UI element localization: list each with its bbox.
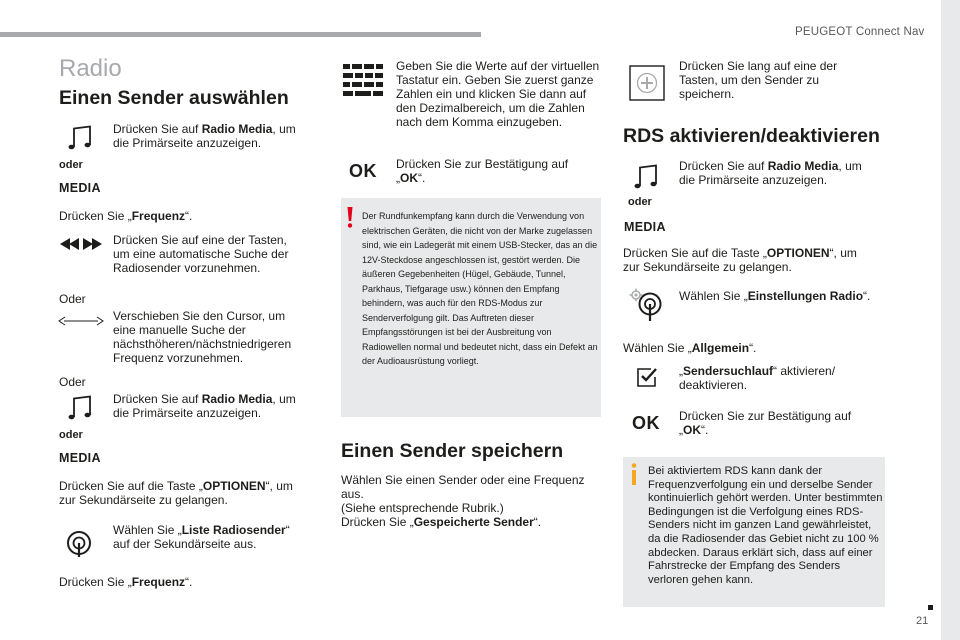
heading-rds: RDS aktivieren/deaktivieren bbox=[623, 125, 880, 147]
step-liste-radiosender: Wählen Sie „Liste Radiosender“ auf der Sekundärseite aus. bbox=[113, 523, 290, 551]
info-icon bbox=[630, 463, 638, 485]
step-frequenz-1: Drücken Sie „Frequenz“. bbox=[59, 209, 193, 223]
step-frequenz-2: Drücken Sie „Frequenz“. bbox=[59, 575, 193, 589]
step-sendersuchlauf: „Sendersuchlauf“ aktivieren/ deaktivieren. bbox=[679, 364, 836, 392]
page-title: Radio bbox=[59, 55, 122, 82]
slider-cursor-icon bbox=[58, 316, 104, 326]
oder-label-1: oder bbox=[59, 159, 83, 171]
step-rds-radio-media: Drücken Sie auf Radio Media, um die Primärseite anzuzeigen. bbox=[679, 159, 862, 187]
music-note-icon bbox=[632, 162, 662, 192]
heading-sender-speichern: Einen Sender speichern bbox=[341, 440, 564, 462]
header-bar bbox=[0, 32, 481, 37]
oder-label-3: oder bbox=[628, 196, 652, 208]
page-marker bbox=[928, 605, 933, 610]
plus-icon bbox=[629, 65, 665, 101]
warning-icon bbox=[345, 207, 355, 229]
page-edge-band bbox=[941, 0, 960, 640]
step-rds-optionen: Drücken Sie auf die Taste „OPTIONEN“, um zur Sekundärseite zu gelangen. bbox=[623, 246, 857, 274]
header-brand: PEUGEOT Connect Nav bbox=[795, 26, 925, 38]
step-ok-2: Drücken Sie zur Bestätigung auf „OK“. bbox=[679, 409, 852, 437]
speichern-text: Wählen Sie einen Sender oder eine Frequenz aus. (Siehe entsprechende Rubrik.) Drücken Sie „Gespeicherte Sender“. bbox=[341, 473, 585, 529]
media-label-1: MEDIA bbox=[59, 181, 101, 195]
warning-text: Der Rundfunkempfang kann durch die Verwendung von elektrischen Geräten, die nicht von der Marke zugelassen sind, wie ein Ladegerät mit einem USB-Stecker, das an die 12V-Steckdose angeschlossen ist, gestört werden. Die äußeren Gegebenheiten (Hügel, Gebäude, Tunnel, Parkhaus, Tiefgarage usw.) können den Empfang behindern, was auch für den RDS-Modus zur Senderverfolgung gilt. Das Auftreten dieser Empfangsstörungen ist bei der Ausbreitung von Radiowellen normal und bedeutet nicht, dass ein Defekt an der Audioausrüstung vorliegt. bbox=[362, 211, 598, 367]
seek-arrows-icon bbox=[59, 236, 103, 252]
ok-icon: OK bbox=[349, 161, 377, 181]
keyboard-icon bbox=[343, 64, 383, 96]
step-optionen-1: Drücken Sie auf die Taste „OPTIONEN“, um zur Sekundärseite zu gelangen. bbox=[59, 479, 293, 507]
step-radio-media-2: Drücken Sie auf Radio Media, um die Primärseite anzuzeigen. bbox=[113, 392, 296, 420]
oder-text-2: Oder bbox=[59, 375, 86, 389]
heading-sender-waehlen: Einen Sender auswählen bbox=[59, 87, 289, 109]
settings-radio-icon bbox=[629, 288, 665, 322]
radio-list-icon bbox=[64, 528, 94, 558]
media-label-2: MEDIA bbox=[59, 451, 101, 465]
step-speichern-lang: Drücken Sie lang auf eine der Tasten, um den Sender zu speichern. bbox=[679, 59, 838, 101]
info-text: Bei aktiviertem RDS kann dank der Frequenzverfolgung ein und derselbe Sender kontinuierlich gehört werden. Unter bestimmten Bedingungen ist die Verfolgung eines RDS-Senders nicht im ganzen Land gewährleistet, da die Radiosender das Gebiet nicht zu 100 % abdecken. Daraus erklärt sich, dass auf einer Fahrstrecke der Empfang des Senders verloren gehen kann. bbox=[648, 465, 883, 586]
media-label-3: MEDIA bbox=[624, 220, 666, 234]
step-radio-media-1: Drücken Sie auf Radio Media, um die Primärseite anzuzeigen. bbox=[113, 122, 296, 150]
step-einstellungen-radio: Wählen Sie „Einstellungen Radio“. bbox=[679, 289, 871, 303]
ok-icon: OK bbox=[632, 413, 660, 433]
music-note-icon bbox=[66, 393, 96, 423]
oder-label-2: oder bbox=[59, 429, 83, 441]
step-tastatur: Geben Sie die Werte auf der virtuellen Tastatur ein. Geben Sie zuerst ganze Zahlen ein und klicken Sie dann auf den Dezimalbereich, um die Zahlen nach dem Komma einzugeben. bbox=[396, 59, 600, 129]
music-note-icon bbox=[66, 123, 96, 153]
step-auto-suche: Drücken Sie auf eine der Tasten, um eine automatische Suche der Radiosender vorzunehmen. bbox=[113, 233, 289, 275]
oder-text-1: Oder bbox=[59, 292, 86, 306]
page-number: 21 bbox=[916, 615, 929, 627]
checkbox-icon bbox=[636, 366, 660, 388]
step-manuelle-suche: Verschieben Sie den Cursor, um eine manuelle Suche der nächsthöheren/nächstniedrigeren Frequenz vorzunehmen. bbox=[113, 309, 292, 365]
step-allgemein: Wählen Sie „Allgemein“. bbox=[623, 341, 757, 355]
step-ok-1: Drücken Sie zur Bestätigung auf „OK“. bbox=[396, 157, 569, 185]
